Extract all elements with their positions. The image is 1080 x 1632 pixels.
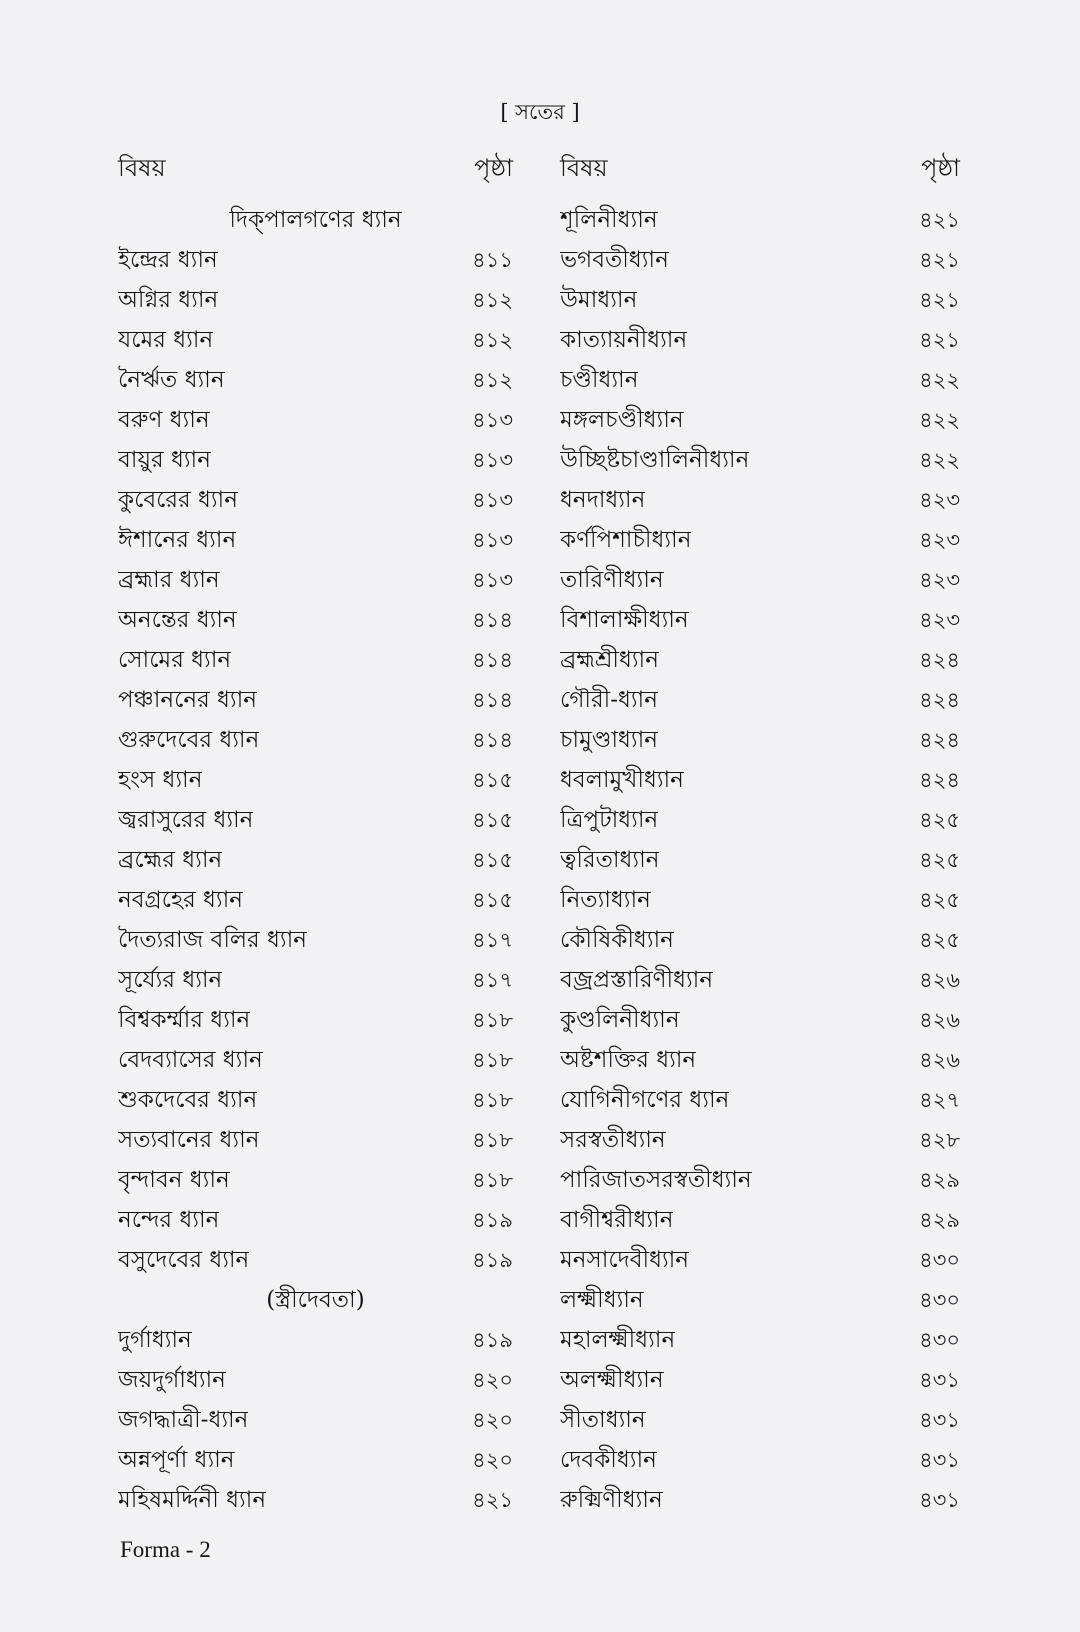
column-header (560, 150, 960, 200)
toc-entry (118, 440, 513, 480)
toc-entry (560, 1120, 960, 1160)
toc-entry (118, 520, 513, 560)
entry-page-number: ৪১৭ (472, 928, 513, 952)
entry-title: অনন্তের ধ্যান (118, 607, 237, 633)
column-header (118, 150, 513, 200)
entry-page-number: ৪৩০ (919, 1328, 960, 1352)
entry-title: ইন্দ্রের ধ্যান (118, 247, 218, 273)
toc-entry (560, 1480, 960, 1520)
toc-entry (118, 920, 513, 960)
toc-entry (118, 1440, 513, 1480)
toc-entry (118, 680, 513, 720)
entry-title: মঙ্গলচণ্ডীধ্যান (560, 407, 684, 433)
entry-page-number: ৪১৫ (472, 848, 513, 872)
entry-page-number: ৪১৩ (472, 528, 513, 552)
entry-page-number: ৪২২ (919, 448, 960, 472)
toc-entry (560, 920, 960, 960)
toc-entry (118, 600, 513, 640)
entry-page-number: ৪১৩ (472, 488, 513, 512)
entry-page-number: ৪১২ (472, 368, 513, 392)
entry-page-number: ৪২৭ (919, 1088, 960, 1112)
entry-title: সূর্য্যের ধ্যান (118, 967, 223, 993)
entry-page-number: ৪২৬ (919, 1008, 960, 1032)
entry-page-number: ৪১৩ (472, 568, 513, 592)
entry-title: (স্ত্রীদেবতা) (266, 1287, 365, 1313)
subject-heading: বিষয় (118, 154, 166, 182)
toc-entry (560, 800, 960, 840)
entry-title: অগ্নির ধ্যান (118, 287, 219, 313)
entry-page-number: ৪১৪ (472, 608, 513, 632)
entry-title: সত্যবানের ধ্যান (118, 1127, 260, 1153)
toc-entry (118, 1160, 513, 1200)
entry-title: মহিষমর্দ্দিনী ধ্যান (118, 1487, 267, 1513)
toc-column-right (560, 150, 960, 1520)
entry-page-number: ৪১২ (472, 328, 513, 352)
entry-title: নবগ্রহের ধ্যান (118, 887, 244, 913)
entry-title: কুবেরের ধ্যান (118, 487, 238, 513)
toc-entry (118, 360, 513, 400)
entry-page-number: ৪৩০ (919, 1288, 960, 1312)
toc-entry (118, 1120, 513, 1160)
entry-title: অন্নপূর্ণা ধ্যান (118, 1447, 235, 1473)
toc-entry (560, 360, 960, 400)
toc-entry (560, 1240, 960, 1280)
toc-entry (560, 480, 960, 520)
toc-entry (560, 640, 960, 680)
entry-title: তারিণীধ্যান (560, 567, 664, 593)
entry-title: বায়ুর ধ্যান (118, 447, 211, 473)
entry-page-number: ৪২১ (919, 328, 960, 352)
entry-title: বরুণ ধ্যান (118, 407, 210, 433)
toc-entry (118, 280, 513, 320)
entry-page-number: ৪১৪ (472, 728, 513, 752)
toc-column-left (118, 150, 513, 1520)
entry-title: লক্ষ্মীধ্যান (560, 1287, 644, 1313)
toc-entry (560, 1040, 960, 1080)
toc-entry (560, 840, 960, 880)
entry-title: পঞ্চাননের ধ্যান (118, 687, 257, 713)
toc-rows (560, 200, 960, 1520)
entry-title: শুকদেবের ধ্যান (118, 1087, 258, 1113)
page-number-header: [ সতের ] (500, 100, 580, 124)
page-heading: পৃষ্ঠা (921, 154, 960, 182)
entry-title: নিত্যাধ্যান (560, 887, 651, 913)
toc-entry (118, 240, 513, 280)
entry-title: হংস ধ্যান (118, 767, 203, 793)
entry-page-number: ৪৩১ (919, 1448, 960, 1472)
entry-title: ত্বরিতাধ্যান (560, 847, 660, 873)
toc-entry (118, 760, 513, 800)
entry-title: শূলিনীধ্যান (560, 207, 658, 233)
entry-page-number: ৪১৫ (472, 888, 513, 912)
entry-title: গুরুদেবের ধ্যান (118, 727, 260, 753)
entry-page-number: ৪২৯ (919, 1168, 960, 1192)
entry-title: যমের ধ্যান (118, 327, 214, 353)
toc-entry (560, 200, 960, 240)
toc-entry (560, 1200, 960, 1240)
entry-page-number: ৪২০ (472, 1368, 513, 1392)
toc-entry (560, 1440, 960, 1480)
entry-title: ব্রহ্মশ্রীধ্যান (560, 647, 659, 673)
entry-page-number: ৪৩০ (919, 1248, 960, 1272)
toc-section-heading (118, 200, 513, 240)
entry-title: অষ্টশক্তির ধ্যান (560, 1047, 697, 1073)
entry-page-number: ৪২৬ (919, 1048, 960, 1072)
toc-entry (560, 880, 960, 920)
toc-entry (118, 480, 513, 520)
entry-title: কর্ণপিশাচীধ্যান (560, 527, 692, 553)
toc-entry (560, 720, 960, 760)
entry-page-number: ৪২৮ (919, 1128, 960, 1152)
entry-title: বজ্রপ্রস্তারিণীধ্যান (560, 967, 714, 993)
entry-title: উচ্ছিষ্টচাণ্ডালিনীধ্যান (560, 447, 750, 473)
entry-title: অলক্ষ্মীধ্যান (560, 1367, 664, 1393)
entry-page-number: ৪২০ (472, 1408, 513, 1432)
entry-page-number: ৪১৭ (472, 968, 513, 992)
toc-entry (118, 1240, 513, 1280)
entry-page-number: ৪২৩ (919, 488, 960, 512)
entry-title: মহালক্ষ্মীধ্যান (560, 1327, 676, 1353)
entry-title: ত্রিপুটাধ্যান (560, 807, 659, 833)
entry-page-number: ৪২২ (919, 368, 960, 392)
entry-page-number: ৪১৩ (472, 448, 513, 472)
toc-entry (118, 400, 513, 440)
entry-title: ভগবতীধ্যান (560, 247, 669, 273)
page-heading: পৃষ্ঠা (474, 154, 513, 182)
entry-title: জ্বরাসুরের ধ্যান (118, 807, 254, 833)
toc-rows (118, 200, 513, 1520)
entry-page-number: ৪৩১ (919, 1368, 960, 1392)
entry-title: দুর্গাধ্যান (118, 1327, 192, 1353)
entry-page-number: ৪২১ (919, 208, 960, 232)
toc-entry (560, 1080, 960, 1120)
entry-page-number: ৪২১ (472, 1488, 513, 1512)
entry-title: ব্রহ্মের ধ্যান (118, 847, 223, 873)
subject-heading: বিষয় (560, 154, 608, 182)
entry-page-number: ৪১৫ (472, 768, 513, 792)
entry-title: গৌরী-ধ্যান (560, 687, 658, 713)
entry-title: জগদ্ধাত্রী-ধ্যান (118, 1407, 249, 1433)
entry-page-number: ৪১৮ (472, 1048, 513, 1072)
entry-page-number: ৪২৩ (919, 608, 960, 632)
toc-entry (118, 800, 513, 840)
entry-page-number: ৪১৯ (472, 1248, 513, 1272)
toc-section-heading (118, 1280, 513, 1320)
entry-page-number: ৪২১ (919, 288, 960, 312)
entry-title: চণ্ডীধ্যান (560, 367, 639, 393)
toc-entry (560, 1360, 960, 1400)
entry-page-number: ৪৩১ (919, 1488, 960, 1512)
entry-title: ঈশানের ধ্যান (118, 527, 237, 553)
toc-entry (118, 720, 513, 760)
entry-title: ব্রহ্মার ধ্যান (118, 567, 220, 593)
toc-entry (560, 680, 960, 720)
toc-entry (560, 320, 960, 360)
entry-page-number: ৪২৫ (919, 808, 960, 832)
toc-entry (118, 1400, 513, 1440)
entry-page-number: ৪১৪ (472, 648, 513, 672)
toc-entry (118, 560, 513, 600)
toc-entry (118, 1080, 513, 1120)
entry-page-number: ৪১৩ (472, 408, 513, 432)
toc-entry (118, 1480, 513, 1520)
entry-title: বসুদেবের ধ্যান (118, 1247, 250, 1273)
toc-entry (560, 1400, 960, 1440)
toc-entry (118, 1360, 513, 1400)
entry-title: সোমের ধ্যান (118, 647, 232, 673)
entry-page-number: ৪১৯ (472, 1328, 513, 1352)
entry-title: উমাধ্যান (560, 287, 638, 313)
entry-page-number: ৪২৫ (919, 928, 960, 952)
toc-entry (118, 840, 513, 880)
entry-page-number: ৪১৯ (472, 1208, 513, 1232)
toc-entry (560, 760, 960, 800)
entry-title: যোগিনীগণের ধ্যান (560, 1087, 730, 1113)
entry-title: চামুণ্ডাধ্যান (560, 727, 658, 753)
toc-entry (560, 1160, 960, 1200)
toc-entry (118, 1200, 513, 1240)
entry-title: পারিজাতসরস্বতীধ্যান (560, 1167, 752, 1193)
toc-entry (560, 1000, 960, 1040)
entry-page-number: ৪২৫ (919, 888, 960, 912)
entry-page-number: ৪২৩ (919, 528, 960, 552)
entry-page-number: ৪১৪ (472, 688, 513, 712)
toc-entry (560, 240, 960, 280)
entry-page-number: ৪১২ (472, 288, 513, 312)
entry-title: সীতাধ্যান (560, 1407, 646, 1433)
entry-title: রুক্মিণীধ্যান (560, 1487, 663, 1513)
entry-page-number: ৪১৮ (472, 1168, 513, 1192)
forma-footer: Forma - 2 (120, 1537, 211, 1562)
entry-title: সরস্বতীধ্যান (560, 1127, 666, 1153)
entry-title: বিশালাক্ষীধ্যান (560, 607, 689, 633)
entry-page-number: ৪১৮ (472, 1088, 513, 1112)
entry-title: দৈত্যরাজ বলির ধ্যান (118, 927, 307, 953)
entry-title: দিক্‌পালগণের ধ্যান (229, 207, 402, 233)
entry-page-number: ৪২২ (919, 408, 960, 432)
entry-page-number: ৪১৮ (472, 1128, 513, 1152)
toc-entry (118, 320, 513, 360)
entry-title: নন্দের ধ্যান (118, 1207, 220, 1233)
entry-page-number: ৪২৯ (919, 1208, 960, 1232)
toc-entry (560, 1320, 960, 1360)
entry-title: বৃন্দাবন ধ্যান (118, 1167, 230, 1193)
toc-entry (560, 440, 960, 480)
toc-entry (118, 1000, 513, 1040)
entry-title: কাত্যায়নীধ্যান (560, 327, 688, 353)
toc-entry (118, 640, 513, 680)
entry-page-number: ৪২১ (919, 248, 960, 272)
toc-entry (118, 1040, 513, 1080)
entry-page-number: ৪৩১ (919, 1408, 960, 1432)
entry-page-number: ৪২০ (472, 1448, 513, 1472)
entry-title: দেবকীধ্যান (560, 1447, 657, 1473)
toc-entry (560, 520, 960, 560)
entry-title: জয়দুর্গাধ্যান (118, 1367, 226, 1393)
toc-entry (560, 1280, 960, 1320)
entry-page-number: ৪২৪ (919, 648, 960, 672)
entry-page-number: ৪২৩ (919, 568, 960, 592)
toc-entry (560, 560, 960, 600)
entry-page-number: ৪১১ (472, 248, 513, 272)
entry-page-number: ৪২৬ (919, 968, 960, 992)
entry-page-number: ৪১৫ (472, 808, 513, 832)
entry-title: কৌষিকীধ্যান (560, 927, 674, 953)
toc-entry (560, 400, 960, 440)
entry-page-number: ৪১৮ (472, 1008, 513, 1032)
entry-page-number: ৪২৫ (919, 848, 960, 872)
entry-title: নৈর্ঋত ধ্যান (118, 367, 225, 393)
entry-page-number: ৪২৪ (919, 768, 960, 792)
entry-title: বেদব্যাসের ধ্যান (118, 1047, 263, 1073)
entry-title: মনসাদেবীধ্যান (560, 1247, 690, 1273)
toc-entry (560, 600, 960, 640)
toc-entry (560, 280, 960, 320)
entry-page-number: ৪২৪ (919, 728, 960, 752)
entry-page-number: ৪২৪ (919, 688, 960, 712)
entry-title: বিশ্বকর্ম্মার ধ্যান (118, 1007, 251, 1033)
entry-title: ধবলামুখীধ্যান (560, 767, 684, 793)
toc-entry (118, 880, 513, 920)
toc-entry (118, 1320, 513, 1360)
entry-title: ধনদাধ্যান (560, 487, 646, 513)
entry-title: বাগীশ্বরীধ্যান (560, 1207, 674, 1233)
toc-entry (118, 960, 513, 1000)
entry-title: কুণ্ডলিনীধ্যান (560, 1007, 680, 1033)
toc-entry (560, 960, 960, 1000)
